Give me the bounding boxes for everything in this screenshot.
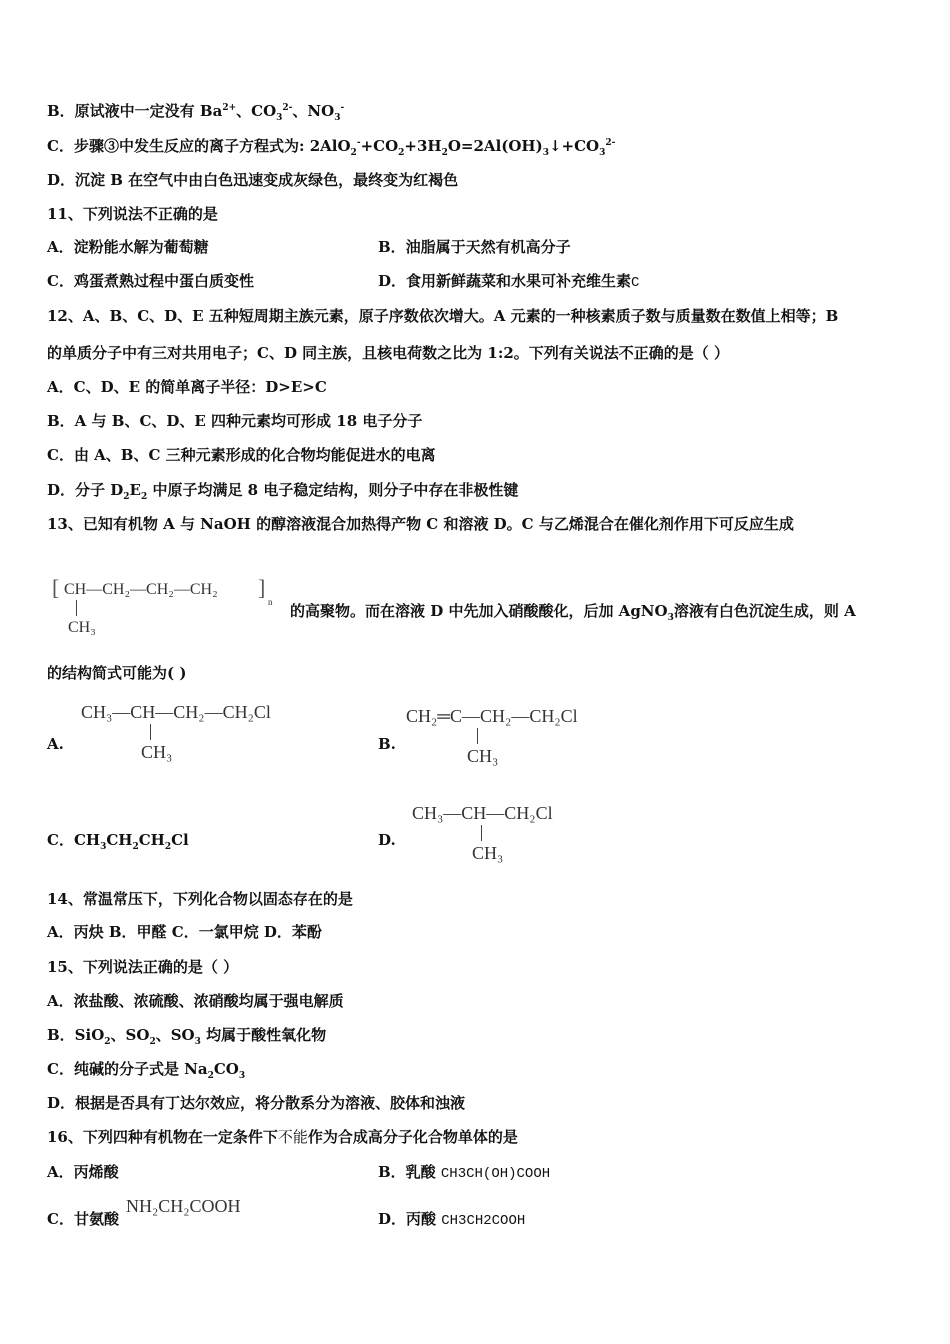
q13a-structure [81, 700, 331, 766]
q15c-sub: 3 [238, 1071, 246, 1081]
q15b-text: 、SO [155, 1026, 195, 1044]
polymer-bracket-right: ] [258, 575, 266, 600]
q10b-sup: 2- [282, 103, 293, 113]
q15-option-b [47, 1025, 326, 1045]
q10c-sub: 3 [542, 148, 549, 158]
q12-stem-line1: 12、A、B、C、D、E 五种短周期主族元素，原子序数依次增大。A 元素的一种核素质子数与质量数在数值上相等；B [47, 307, 839, 325]
q15b-text: B．SiO [47, 1026, 105, 1044]
q12-option-a: A．C、D、E 的简单离子半径：D>E>C [47, 378, 327, 396]
q10b-sup: - [340, 103, 345, 113]
q10c-text: C．步骤③中发生反应的离子方程式为: 2AlO [47, 137, 351, 155]
q13-option-c [47, 830, 189, 850]
q11d-text: D．食用新鲜蔬菜和水果可补充维生素 [378, 272, 632, 290]
q15b-text: 、SO [110, 1026, 150, 1044]
q16d-formula: CH3CH2COOH [441, 1213, 526, 1229]
q12d-sub: 2 [123, 492, 130, 502]
q16-emphasis: 不能 [277, 1128, 308, 1146]
q12d-sub: 2 [140, 492, 148, 502]
glycine-formula: NH₂CH₂COOH [126, 1196, 241, 1216]
q13-stem-line1: 13、已知有机物 A 与 NaOH 的醇溶液混合加热得产物 C 和溶液 D。C 与乙烯混合在催化剂作用下可反应生成 [47, 515, 794, 533]
q13c-sub: 2 [164, 842, 172, 852]
q15-option-d: D．根据是否具有丁达尔效应，将分散系分为溶液、胶体和浊液 [47, 1094, 466, 1112]
q14-options: A．丙炔 B．甲醛 C．一氯甲烷 D．苯酚 [47, 923, 322, 941]
q10c-sub: 2 [350, 148, 357, 158]
q11-option-b: B．油脂属于天然有机高分子 [378, 238, 571, 256]
polymer-bond [76, 600, 77, 616]
q12d-text: E [129, 481, 141, 499]
q13-text: 溶液有白色沉淀生成，则 A [673, 602, 856, 620]
q10c-sub: 2 [441, 148, 448, 158]
q15-option-a: A．浓盐酸、浓硫酸、浓硝酸均属于强电解质 [47, 992, 344, 1010]
q13b-main-chain: CH₂═C—CH₂—CH₂Cl [406, 706, 578, 726]
q13a-bond [150, 724, 151, 740]
polymer-subscript-n: n [268, 597, 273, 607]
polymer-main-chain: CH—CH₂—CH₂—CH₂ [64, 581, 218, 598]
q12-option-b: B．A 与 B、C、D、E 四种元素均可形成 18 电子分子 [47, 412, 423, 430]
q10-option-c [47, 136, 615, 156]
q10-option-b [47, 101, 344, 121]
q13-option-b-label: B. [378, 735, 396, 753]
q15b-sub: 2 [149, 1037, 156, 1047]
q15-stem: 15、下列说法正确的是（ ） [47, 958, 239, 976]
q10b-sub: 3 [334, 113, 341, 123]
q13-stem-line2 [290, 601, 856, 621]
q16d-text: D．丙酸 [378, 1210, 442, 1228]
q11-option-d [378, 271, 639, 293]
q13c-sub: 2 [132, 842, 139, 852]
q16-option-b [378, 1162, 550, 1184]
q16b-text: B．乳酸 [378, 1163, 441, 1181]
q13-stem-line3: 的结构简式可能为( ) [47, 664, 187, 682]
q13-text: 的高聚物。而在溶液 D 中先加入硝酸酸化，后加 AgNO [290, 602, 668, 620]
q10b-text: B．原试液中一定没有 Ba [47, 102, 223, 120]
q10b-sub: 3 [276, 113, 283, 123]
q10c-sup: 2- [605, 138, 616, 148]
q15c-sub: 2 [207, 1071, 214, 1081]
q16b-formula: CH3CH(OH)COOH [440, 1166, 551, 1182]
q13-sub: 3 [667, 613, 674, 623]
q11-option-a: A．淀粉能水解为葡萄糖 [47, 238, 209, 256]
q10-option-d: D．沉淀 B 在空气中由白色迅速变成灰绿色，最终变为红褐色 [47, 171, 459, 189]
polymer-structure [52, 575, 292, 642]
q13c-text: Cl [171, 831, 189, 849]
q12d-text: D．分子 D [47, 481, 124, 499]
q10c-sup: - [356, 138, 361, 148]
q11d-vitamin-letter: C [631, 275, 640, 291]
q15b-text: 均属于酸性氧化物 [200, 1026, 327, 1044]
q16-option-d [378, 1209, 525, 1231]
q13c-text: CH [138, 831, 165, 849]
q14-stem: 14、常温常压下，下列化合物以固态存在的是 [47, 890, 353, 908]
q11-stem: 11、下列说法不正确的是 [47, 205, 218, 223]
q15-option-c [47, 1059, 245, 1079]
q12-option-d [47, 480, 518, 500]
q13a-branch: CH₃ [141, 742, 173, 762]
q13c-sub: 3 [100, 842, 107, 852]
q10c-text: +CO [360, 137, 399, 155]
q13d-branch: CH₃ [472, 843, 504, 863]
q11-option-c: C．鸡蛋煮熟过程中蛋白质变性 [47, 272, 254, 290]
q13b-branch: CH₃ [467, 746, 499, 766]
q16-text: 作为合成高分子化合物单体的是 [307, 1128, 518, 1146]
q16-option-c: C．甘氨酸 [47, 1210, 119, 1228]
q13d-structure [412, 801, 612, 867]
q15c-text: C．纯碱的分子式是 Na [47, 1060, 208, 1078]
q13c-text: C．CH [47, 831, 101, 849]
q13d-bond [481, 825, 482, 841]
q15c-text: CO [213, 1060, 239, 1078]
q10b-sup: 2+ [222, 103, 237, 113]
q13-option-a-label: A. [47, 735, 64, 753]
q15b-sub: 3 [194, 1037, 201, 1047]
q10c-text: +3H [404, 137, 442, 155]
q13b-bond [477, 728, 478, 744]
q10c-text: ↓+CO [548, 137, 600, 155]
q13-option-d-label: D. [378, 831, 396, 849]
q12-stem-line2: 的单质分子中有三对共用电子；C、D 同主族，且核电荷数之比为 1:2。下列有关说法不正确的是（ ） [47, 344, 730, 362]
q16-option-a: A．丙烯酸 [47, 1163, 119, 1181]
q16-text: 16、下列四种有机物在一定条件下 [47, 1128, 278, 1146]
polymer-bracket-left: [ [52, 575, 60, 600]
q13a-main-chain: CH₃—CH—CH₂—CH₂Cl [81, 702, 271, 722]
q10b-text: 、CO [236, 102, 277, 120]
q10c-sub: 2 [398, 148, 405, 158]
q12-option-c: C．由 A、B、C 三种元素形成的化合物均能促进水的电离 [47, 446, 436, 464]
q10b-text: 、NO [292, 102, 335, 120]
q12d-text: 中原子均满足 8 电子稳定结构，则分子中存在非极性键 [147, 481, 519, 499]
q10c-sub: 3 [599, 148, 606, 158]
q15b-sub: 2 [104, 1037, 111, 1047]
q13c-text: CH [106, 831, 133, 849]
polymer-branch: CH₃ [68, 619, 96, 636]
q13d-main-chain: CH₃—CH—CH₂Cl [412, 803, 553, 823]
q13b-structure [406, 704, 646, 770]
q10c-text: O=2Al(OH) [447, 137, 543, 155]
q16-stem [47, 1127, 518, 1147]
